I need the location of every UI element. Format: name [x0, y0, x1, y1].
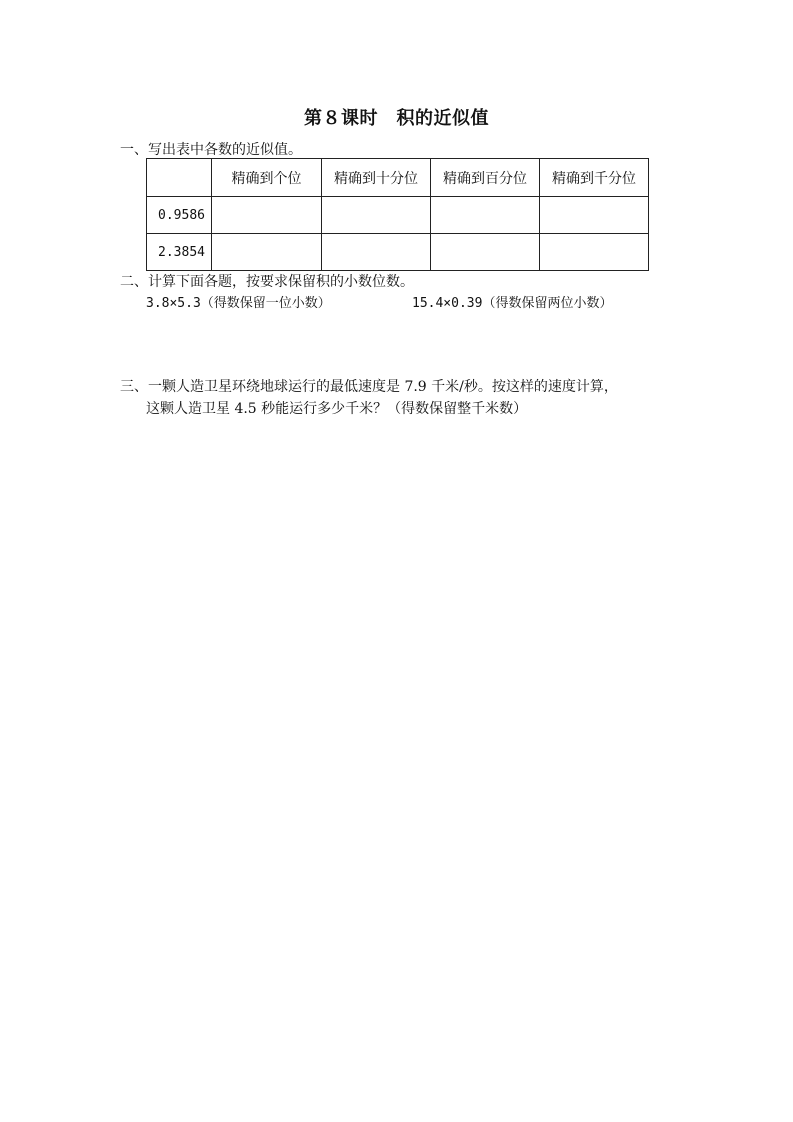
header-ones-place: 精确到个位 [212, 159, 322, 197]
section-3-line-2: 这颗人造卫星 4.5 秒能运行多少千米？（得数保留整千米数） [146, 401, 528, 417]
row-number-cell: 2.3854 [147, 234, 212, 271]
header-thousandths-place: 精确到千分位 [540, 159, 649, 197]
answer-cell[interactable] [212, 197, 322, 234]
answer-cell[interactable] [431, 197, 540, 234]
answer-cell[interactable] [212, 234, 322, 271]
answer-cell[interactable] [322, 197, 431, 234]
table-row [147, 197, 649, 234]
section-2-heading: 二、计算下面各题，按要求保留积的小数位数。 [120, 274, 414, 290]
header-hundredths-place: 精确到百分位 [431, 159, 540, 197]
answer-cell[interactable] [540, 197, 649, 234]
answer-cell[interactable] [540, 234, 649, 271]
header-tenths-place: 精确到十分位 [322, 159, 431, 197]
row-number-cell: 0.9586 [147, 197, 212, 234]
page-title: 第８课时 积的近似值 [304, 108, 489, 129]
problem-1: 3.8×5.3（得数保留一位小数） [146, 296, 331, 311]
approximation-table [146, 158, 649, 271]
answer-cell[interactable] [431, 234, 540, 271]
table-header-row [147, 159, 649, 197]
section-1-heading: 一、写出表中各数的近似值。 [120, 142, 302, 158]
table-corner-cell [147, 159, 212, 197]
table-row [147, 234, 649, 271]
answer-cell[interactable] [322, 234, 431, 271]
section-3-line-1: 三、一颗人造卫星环绕地球运行的最低速度是 7.9 千米/秒。按这样的速度计算， [120, 379, 618, 395]
problem-2: 15.4×0.39（得数保留两位小数） [412, 296, 613, 311]
